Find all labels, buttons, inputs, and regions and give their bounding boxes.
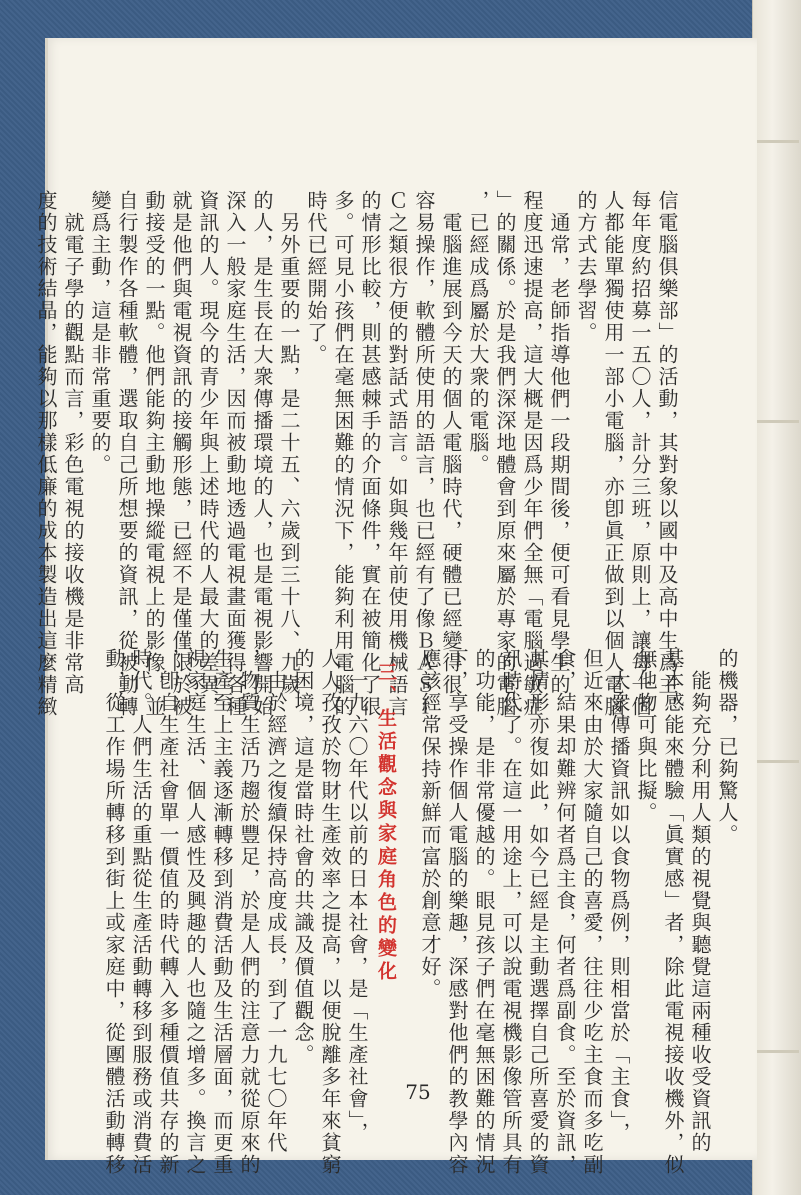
paragraph-line: 的情形比較，則甚感棘手的介面條件，實在被簡化了很 — [358, 190, 382, 718]
paragraph-line: ，卽自生產社會單一價值的時代轉入多種價值共存的新 — [156, 648, 180, 1176]
paragraph-line: 基本感能來體驗「眞實感」者，除此電視接收機外，似 — [661, 648, 685, 1176]
paragraph-line: 人人孜孜於物財生產效率之提高，以便脫離多年來貧窮 — [318, 648, 342, 1176]
paragraph-line: 但近來由於大家隨自己的喜愛，往往少吃主食而多吃副 — [580, 648, 604, 1176]
paragraph-line: 的困境，這是當時社會的共識及價值觀念。 — [291, 648, 315, 1066]
paragraph-line: 多。可見小孩們在毫無困難的情況下，能夠利用電腦的 — [331, 190, 355, 718]
paragraph-line: 時代已經開始了。 — [304, 190, 328, 366]
paragraph-line: 時代。人們生活的重點從生產活動轉移到服務或消費活 — [129, 648, 153, 1176]
paragraph-line: 信電腦俱樂部」的活動，其對象以國中及高中生爲主， — [655, 190, 679, 718]
section-heading: 三、生活觀念與家庭角色的變化 — [375, 662, 397, 984]
paragraph-line: 無他物可與比擬。 — [634, 648, 658, 824]
paragraph-line: 一九六〇年代以前的日本社會，是「生產社會」， — [345, 648, 369, 1144]
paragraph-line: 其情形亦復如此，如今已經是主動選擇自己所喜愛的資 — [526, 648, 550, 1176]
paragraph-line: 另外重要的一點，是二十五、六歲到三十八、九歲 — [277, 190, 301, 696]
paragraph-line: 容易操作，軟體所使用的語言，也已經有了像ＢＡＳＩ — [412, 190, 436, 718]
paragraph-line: 動，從工作場所轉移到街上或家庭中，從團體活動轉移 — [102, 648, 126, 1176]
paragraph-line: 」的關係。於是我們深深地體會到原來屬於專家的電腦 — [493, 190, 517, 718]
paragraph-line: 視家庭生活、個人感性及興趣的人也隨之增多。換言之 — [183, 648, 207, 1176]
paragraph-line: 變爲主動，這是非常重要的。 — [88, 190, 112, 476]
paragraph-line: 深入一般家庭生活，因而被動地透過電視畫面獲得各種 — [223, 190, 247, 718]
paragraph-line: ，物質生活乃趨於豐足，於是人們的注意力就從原來的 — [237, 648, 261, 1176]
paragraph-line: 食，結果却難辨何者爲主食，何者爲副食。至於資訊， — [553, 648, 577, 1176]
paragraph-line: 人都能單獨使用一部小電腦，亦卽眞正做到以個人電腦 — [601, 190, 625, 718]
paragraph-line: 程度迅速提高，這大概是因爲少年們全無「電腦過敏症 — [520, 190, 544, 718]
upper-text-block — [34, 190, 680, 718]
lower-text-block-left — [102, 648, 370, 1176]
page-edges — [752, 0, 801, 1195]
paragraph-line: 每年度約招募一五〇人，計分三班，原則上，讓每一個 — [628, 190, 652, 718]
paragraph-line: 就電子學的觀點而言，彩色電視的接收機是非常高 — [61, 190, 85, 696]
paragraph-line: 由於經濟之復續保持高度成長，到了一九七〇年代 — [264, 648, 288, 1154]
paragraph-line: 資訊的人。現今的青少年與上述時代的人最大的差異， — [196, 190, 220, 718]
paragraph-line: 自行製作各種軟體，選取自己所想要的資訊，從被動轉 — [115, 190, 139, 718]
paragraph-line: 動接受的一點。他們能夠主動地操縱電視上的影像，並 — [142, 190, 166, 718]
paragraph-line: 訊時代了。在這一用途上，可以說電視機影像管所具有 — [499, 648, 523, 1176]
paragraph-line: ，已經成爲屬於大衆的電腦。 — [466, 190, 490, 476]
page-number: 75 — [405, 1080, 431, 1104]
paragraph-line: 通常，老師指導他們一段期間後，便可看見學生的 — [547, 190, 571, 696]
paragraph-line: 就是他們與電視資訊的接觸形態，已經不是僅僅限於被 — [169, 190, 193, 718]
paragraph-line: 的機器，已夠驚人。 — [715, 648, 739, 846]
paragraph-line: 下，享受操作個人電腦的樂趣，深感對他們的教學內容 — [445, 648, 469, 1176]
paragraph-line: 能夠充分利用人類的視覺與聽覺這兩種收受資訊的 — [688, 648, 712, 1154]
paragraph-line: 的人，是生長在大衆傳播環境的人，也是電視影響開始 — [250, 190, 274, 718]
paragraph-line: 的功能，是非常優越的。眼見孩子們在毫無困難的情況 — [472, 648, 496, 1176]
paragraph-line: 度的技術結晶，能夠以那樣低廉的成本製造出這麼精緻 — [34, 190, 58, 718]
paragraph-line: 生產至上主義逐漸轉移到消費活動及生活層面，而更重 — [210, 648, 234, 1176]
paragraph-line: Ｃ之類很方便的對話式語言。如與幾年前使用機械語言 — [385, 190, 409, 718]
paragraph-line: 電腦進展到今天的個人電腦時代，硬體已經變得很 — [439, 190, 463, 696]
paragraph-line: 應該經常保持新鮮而富於創意才好。 — [418, 648, 442, 1000]
paragraph-line: 的方式去學習。 — [574, 190, 598, 344]
paragraph-line: 大衆傳播資訊如以食物爲例，則相當於「主食」， — [607, 648, 631, 1144]
